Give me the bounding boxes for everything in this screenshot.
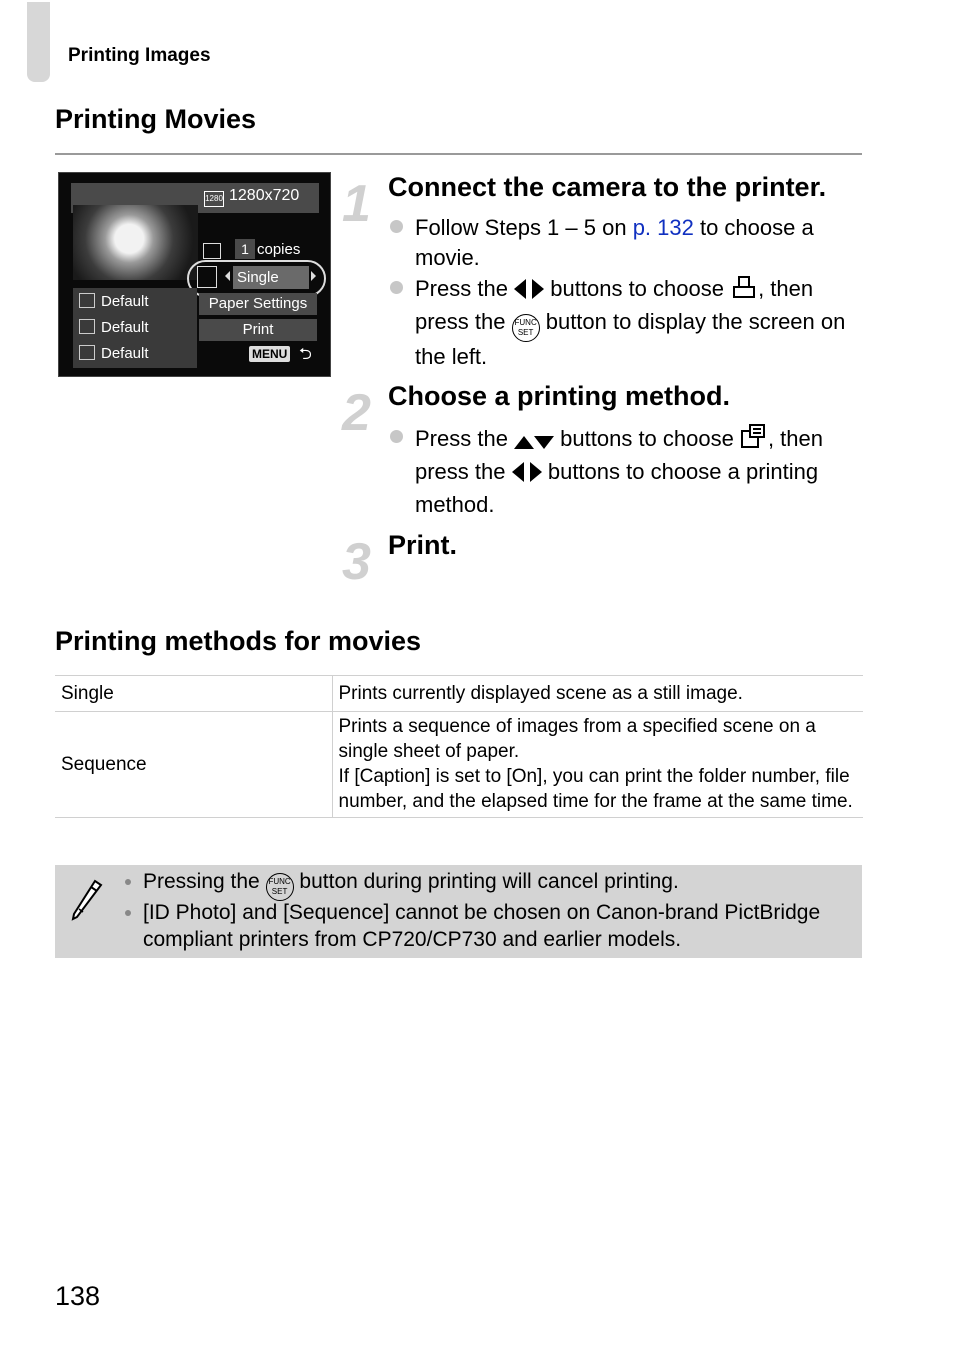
step-1-bullet-2: Press the buttons to choose , then press the FUNC SET button to display the screen on the left.	[415, 276, 846, 369]
method-desc: Prints currently displayed scene as a still image.	[332, 676, 863, 712]
note-item-2: [ID Photo] and [Sequence] cannot be chosen on Canon-brand PictBridge compliant printers from CP720/CP730 and earlier models.	[143, 901, 821, 951]
table-row	[55, 712, 863, 818]
print-method-icon	[197, 266, 217, 288]
step-1-bullet-1: Follow Steps 1 – 5 on p. 132 to choose a movie.	[415, 215, 814, 270]
note-item-1: Pressing the FUNC SET button during printing will cancel printing.	[143, 868, 858, 901]
up-down-arrows-icon	[514, 427, 554, 457]
layout-icon	[79, 345, 95, 360]
print-button: Print	[199, 319, 317, 341]
resolution-icon: 1280	[204, 191, 224, 207]
method-name: Single	[55, 676, 332, 712]
method-desc: Prints a sequence of images from a specified scene on a single sheet of paper. If [Caption] is set to [On], you can print the folder number, file number, and the elapsed time for the frame at the same time.	[332, 712, 863, 818]
bullet-dot	[390, 281, 403, 294]
func-set-icon: FUNC SET	[266, 873, 294, 901]
camera-screen-illustration	[58, 172, 331, 377]
step-3-number: 3	[342, 533, 371, 591]
step-3-title: Print.	[388, 530, 458, 560]
copies-label: copies	[257, 241, 301, 258]
header-title: Printing Images	[68, 45, 211, 66]
bullet-dot	[125, 879, 131, 885]
page-number: 138	[55, 1281, 101, 1311]
resolution-text: 1280x720	[229, 187, 300, 204]
arrow-right-icon	[311, 271, 316, 281]
return-arrow-icon: ⮌	[299, 346, 312, 363]
note-box	[55, 865, 862, 958]
print-icon	[730, 275, 758, 307]
step-2-bullet-1: Press the buttons to choose , then press the buttons to choose a printing method.	[415, 423, 865, 520]
default-layout: Default	[79, 345, 149, 362]
func-set-icon: FUNC SET	[512, 314, 540, 342]
section-title: Printing Movies	[55, 104, 257, 134]
bullet-dot	[125, 910, 131, 916]
side-tab	[27, 2, 50, 82]
section-divider	[55, 153, 862, 155]
page-link[interactable]: p. 132	[632, 215, 694, 240]
step-2-title: Choose a printing method.	[388, 381, 730, 411]
left-right-arrows-icon	[514, 277, 544, 307]
pencil-note-icon	[69, 875, 105, 926]
copies-number: 1	[235, 239, 255, 259]
copies-icon	[203, 243, 221, 259]
arrow-left-icon	[225, 271, 230, 281]
default-paper-type: Default	[79, 319, 149, 336]
bullet-dot	[390, 220, 403, 233]
print-method-icon	[740, 423, 768, 457]
paper-type-icon	[79, 319, 95, 334]
method-name: Sequence	[55, 712, 332, 818]
selected-method: Single	[233, 266, 309, 289]
movie-thumbnail	[73, 205, 198, 280]
paper-size-icon	[79, 293, 95, 308]
menu-icon: MENU	[249, 346, 290, 362]
methods-table	[55, 675, 863, 818]
left-right-arrows-icon	[512, 460, 542, 490]
step-1-number: 1	[342, 175, 371, 233]
default-paper-size: Default	[79, 293, 149, 310]
table-row	[55, 676, 863, 712]
paper-settings-button: Paper Settings	[199, 293, 317, 315]
bullet-dot	[390, 430, 403, 443]
step-2-number: 2	[342, 384, 371, 442]
step-1-title: Connect the camera to the printer.	[388, 172, 827, 202]
methods-title: Printing methods for movies	[55, 626, 422, 656]
